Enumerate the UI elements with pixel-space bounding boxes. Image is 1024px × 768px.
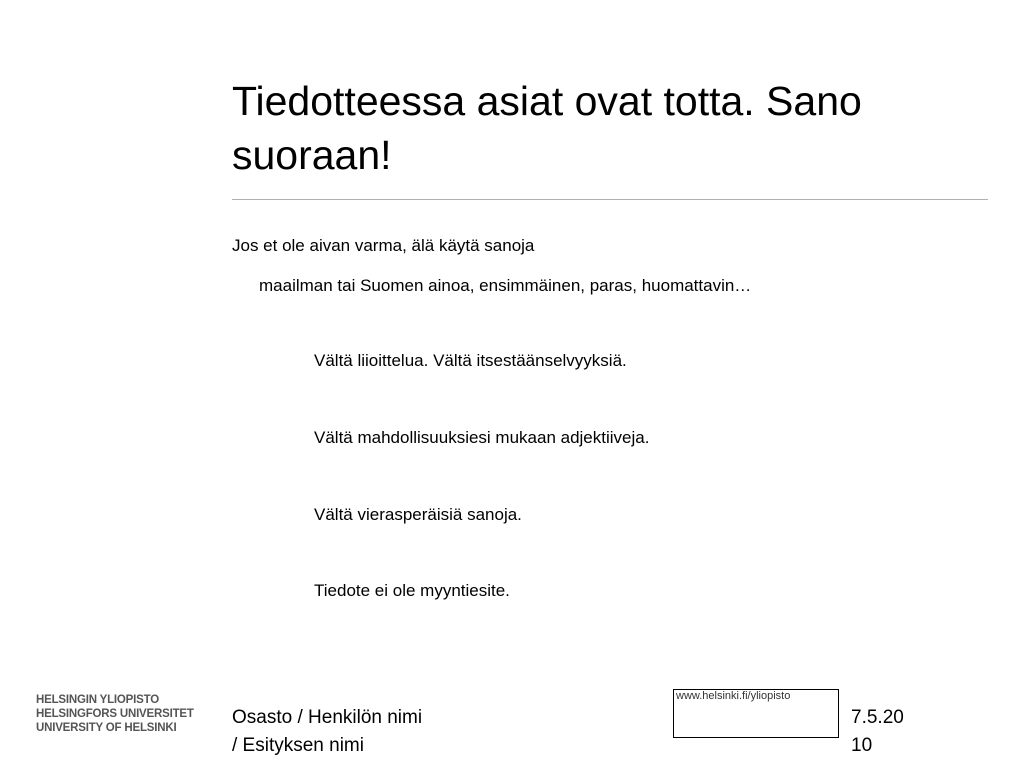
footer-date xyxy=(851,704,904,760)
logo-line-sv: HELSINGFORS UNIVERSITET xyxy=(36,708,194,720)
footer-date-line-1: 7.5.20 xyxy=(851,707,904,728)
logo-line-en: UNIVERSITY OF HELSINKI xyxy=(36,722,177,734)
body-line-1: Jos et ole aivan varma, älä käytä sanoja xyxy=(232,236,535,255)
footer-url: www.helsinki.fi/yliopisto xyxy=(676,690,791,702)
university-logo xyxy=(36,693,194,735)
body-line-6: Tiedote ei ole myyntiesite. xyxy=(314,581,510,600)
title-divider xyxy=(232,199,988,200)
footer-date-line-2: 10 xyxy=(851,735,873,756)
slide-title: Tiedotteessa asiat ovat totta. Sano suoraan! xyxy=(232,78,862,178)
footer-department-line-2: / Esityksen nimi xyxy=(232,735,364,756)
body-line-3: Vältä liioittelua. Vältä itsestäänselvyyksiä. xyxy=(314,351,627,370)
url-box xyxy=(673,689,839,738)
body-line-5: Vältä vierasperäisiä sanoja. xyxy=(314,505,522,524)
footer-department xyxy=(232,704,422,760)
logo-line-fi: HELSINGIN YLIOPISTO xyxy=(36,694,159,706)
body-line-4: Vältä mahdollisuuksiesi mukaan adjektiiveja. xyxy=(314,428,650,447)
footer-department-line-1: Osasto / Henkilön nimi xyxy=(232,707,423,728)
body-line-2: maailman tai Suomen ainoa, ensimmäinen, paras, huomattavin… xyxy=(259,276,752,295)
